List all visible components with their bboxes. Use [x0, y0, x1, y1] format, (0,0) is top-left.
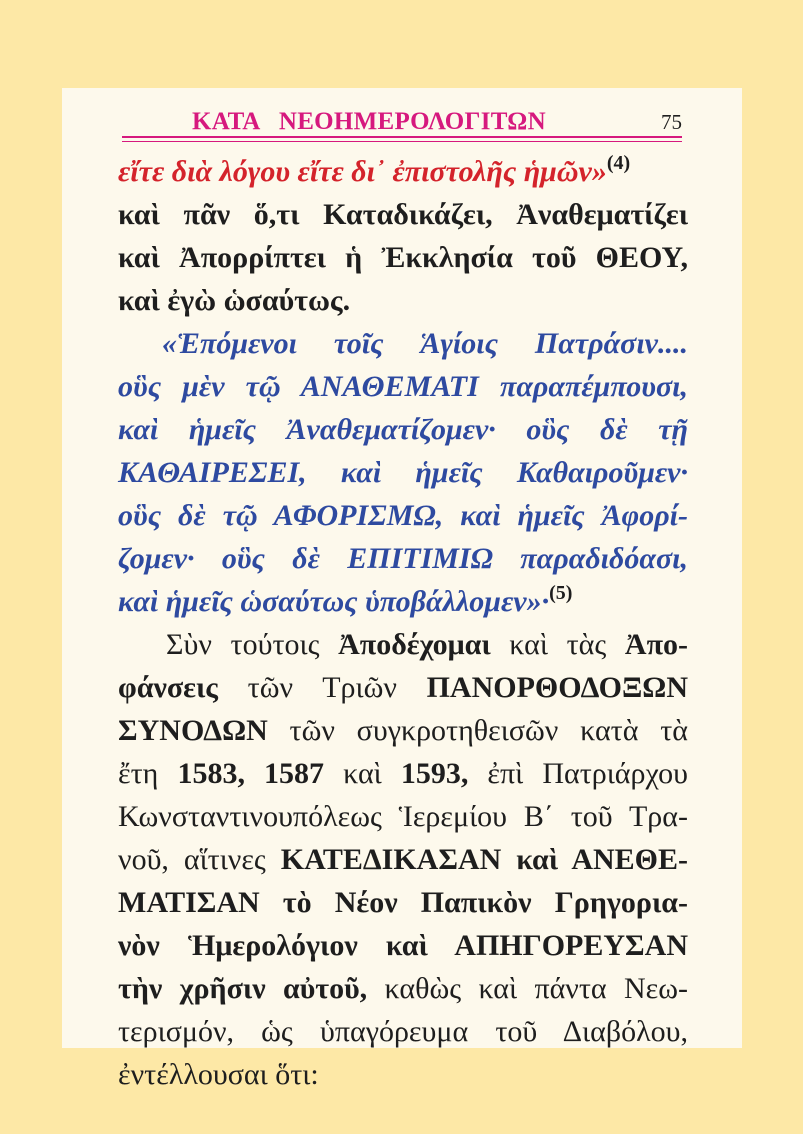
text-line: καὶ Ἀπορρίπτει ἡ Ἐκκλησία τοῦ ΘΕΟΥ,: [118, 241, 688, 274]
text-line: ΜΑΤΙΣΑΝ τὸ Νέον Παπικὸν Γρηγορια-: [118, 886, 688, 919]
text-line: ἐντέλλουσαι ὅτι:: [118, 1058, 319, 1091]
text-line: φάνσεις τῶν Τριῶν ΠΑΝΟΡΘΟΔΟΞΩΝ: [118, 671, 688, 704]
page-number: 75: [661, 110, 682, 134]
quote-line: καὶ ἡμεῖς Ἀναθεματίζομεν· οὓς δὲ τῇ: [118, 413, 688, 446]
text-line: τὴν χρῆσιν αὐτοῦ, καθὼς καὶ πάντα Νεω-: [118, 972, 688, 1005]
footnote-ref: (5): [549, 582, 573, 604]
book-page: [62, 88, 742, 1091]
body-text: [118, 150, 688, 1096]
page-header: [122, 104, 682, 146]
text-line: καὶ ἐγὼ ὡσαύτως.: [118, 284, 351, 317]
text-line: εἴτε διὰ λόγου εἴτε δι᾽ ἐπιστολῆς ἡμῶν»$^{(4)}$: [118, 152, 631, 188]
text-line: Σὺν τούτοις Ἀποδέχομαι καὶ τὰς Ἀπο-: [166, 628, 689, 661]
text-line: καὶ πᾶν ὅ,τι Καταδικάζει, Ἀναθεματίζει: [118, 198, 688, 231]
header-rule-thick: [122, 136, 682, 138]
quote-line: ζομεν· οὓς δὲ ΕΠΙΤΙΜΙΩ παραδιδόασι,: [118, 542, 688, 575]
text-line: ΣΥΝΟΔΩΝ τῶν συγκροτηθεισῶν κατὰ τὰ: [118, 714, 688, 747]
text-line: νοῦ, αἵτινες ΚΑΤΕΔΙΚΑΣΑΝ καὶ ΑΝΕΘΕ-: [118, 843, 688, 876]
text-line: ἔτη 1583, 1587 καὶ 1593, ἐπὶ Πατριάρχου: [118, 757, 689, 790]
header-rule-thin: [122, 141, 682, 142]
running-title: ΚΑΤΑ ΝΕΟΗΜΕΡΟΛΟΓΙΤΩΝ: [192, 108, 546, 135]
footnote-ref: (4): [606, 152, 631, 174]
quote-line: «Ἑπόμενοι τοῖς Ἁγίοις Πατράσιν....: [162, 327, 688, 360]
text-line: νὸν Ἡμερολόγιον καὶ ΑΠΗΓΟΡΕΥΣΑΝ: [118, 929, 688, 962]
quote-line: καὶ ἡμεῖς ὡσαύτως ὑποβάλλομεν»·$^{(5)}$: [118, 582, 573, 618]
text-line: Κωνσταντινουπόλεως Ἱερεμίου Β΄ τοῦ Τρα-: [118, 800, 688, 833]
text-line: τερισμόν, ὡς ὑπαγόρευμα τοῦ Διαβόλου,: [118, 1015, 688, 1048]
quote-line: ΚΑΘΑΙΡΕΣΕΙ, καὶ ἡμεῖς Καθαιροῦμεν·: [118, 456, 688, 489]
quote-line: οὓς μὲν τῷ ΑΝΑΘΕΜΑΤΙ παραπέμπουσι,: [118, 370, 688, 403]
quote-line: οὓς δὲ τῷ ΑΦΟΡΙΣΜΩ, καὶ ἡμεῖς Ἀφορί-: [118, 499, 688, 532]
